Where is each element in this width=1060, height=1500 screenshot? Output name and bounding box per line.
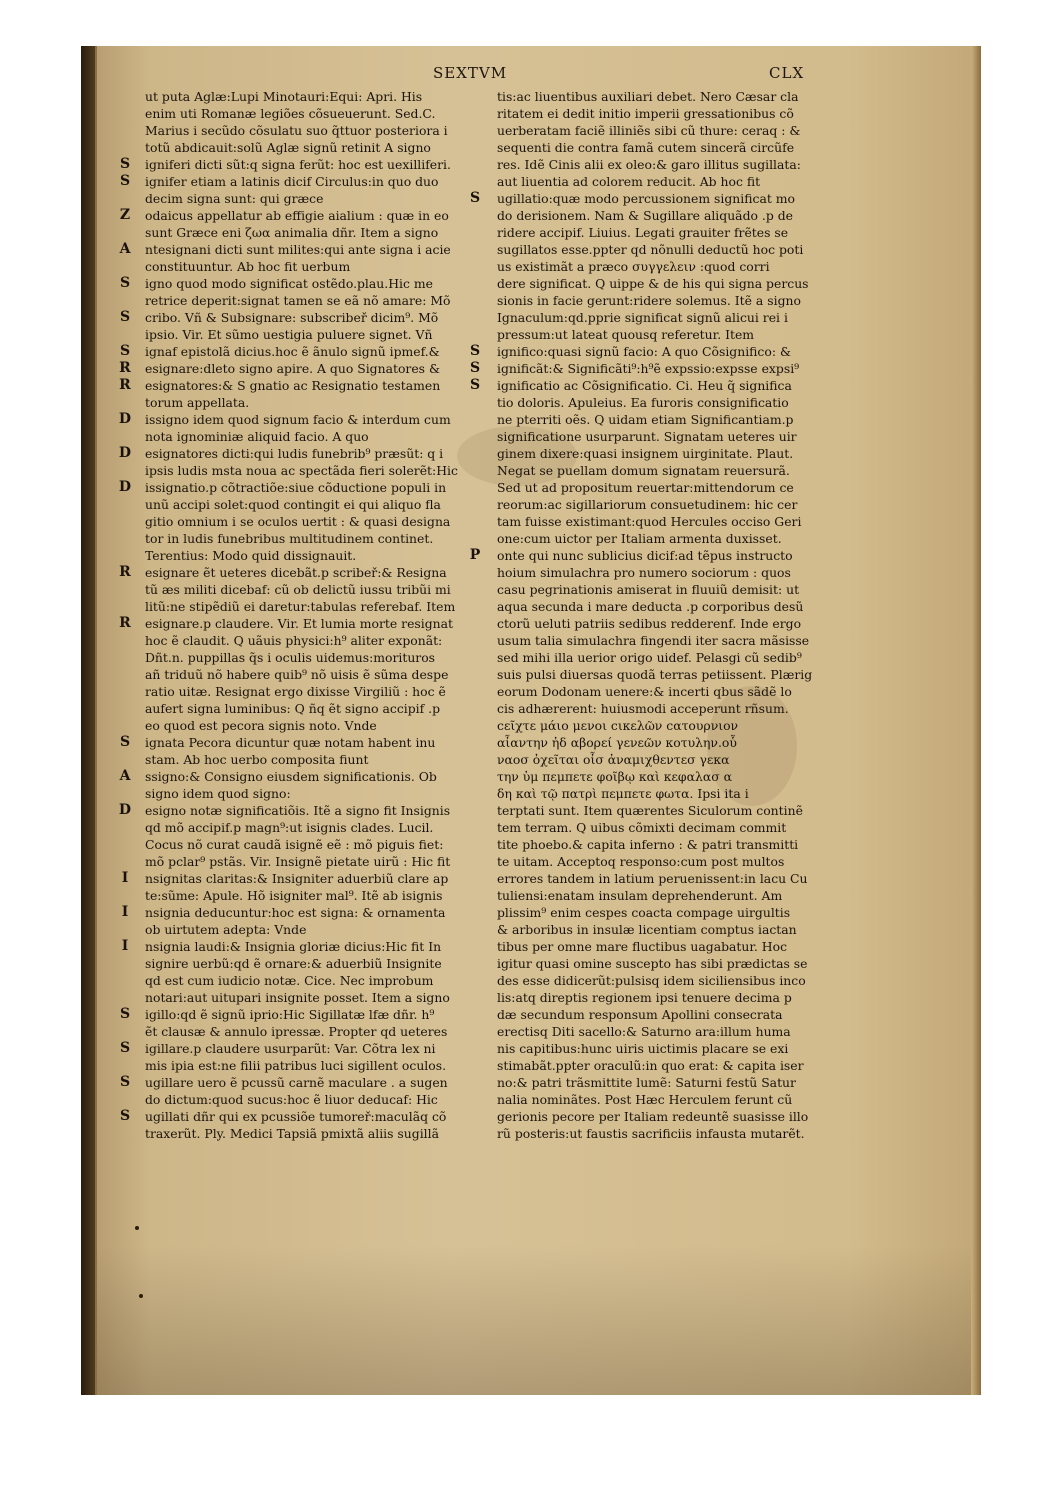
text-line xyxy=(109,105,481,122)
line-text: ignata Pecora dicuntur quæ notam habent inu xyxy=(145,735,436,750)
line-text: tibus per omne mare fluctibus uagabatur. Hoc xyxy=(497,939,788,954)
text-line xyxy=(491,972,871,989)
marginal-initial: R xyxy=(119,615,131,631)
line-text: dæ secundum responsum Apollini consecrata xyxy=(497,1007,783,1022)
text-line xyxy=(491,275,871,292)
text-line xyxy=(491,632,871,649)
line-text: do derisionem. Nam & Sugillare aliquãdo .p de xyxy=(497,208,793,223)
text-line xyxy=(109,615,481,632)
text-line xyxy=(109,309,481,326)
text-line xyxy=(109,411,481,428)
marginal-initial: S xyxy=(119,1006,131,1022)
text-line xyxy=(109,887,481,904)
line-text: cribo. Vñ & Subsignare: subscribeř dicim⁹. Mõ xyxy=(145,310,439,325)
text-line xyxy=(491,581,871,598)
marginal-initial: D xyxy=(118,802,132,818)
line-text: Sed ut ad propositum reuertar:mittendorum ce xyxy=(497,480,794,495)
text-line xyxy=(109,513,481,530)
folio-number: CLX xyxy=(769,64,805,82)
text-line xyxy=(109,666,481,683)
line-text: suis pulsi diuersas quodã terras petiissent. Plærig xyxy=(497,667,813,682)
line-text: αἶαντην ἠδ αβορεί γενεῶν κοτυλην.οὗ xyxy=(497,735,737,750)
text-line xyxy=(491,496,871,513)
line-text: tor in ludis funebribus multitudinem continet. xyxy=(145,531,434,546)
line-text: ratio uitæ. Resignat ergo dixisse Virgiliũ : hoc ẽ xyxy=(145,684,446,699)
text-line xyxy=(469,343,871,360)
text-line xyxy=(491,445,871,462)
text-line xyxy=(491,836,871,853)
line-text: ridere accipif. Liuius. Legati grauiter frẽtes se xyxy=(497,225,789,240)
line-text: tite phoebo.& capita inferno : & patri transmitti xyxy=(497,837,799,852)
text-line xyxy=(491,105,871,122)
line-text: des esse didicerũt:pulsisq idem siciliensibus inco xyxy=(497,973,806,988)
text-line xyxy=(109,1057,481,1074)
marginal-initial: S xyxy=(469,377,481,393)
page xyxy=(95,46,981,1395)
marginal-initial: D xyxy=(118,479,132,495)
marginal-initial: S xyxy=(119,734,131,750)
text-line xyxy=(109,785,481,802)
text-line xyxy=(491,564,871,581)
line-text: igillare.p claudere usurparũt: Var. Cõtra lex ni xyxy=(145,1041,436,1056)
line-text: signo idem quod signo: xyxy=(145,786,291,801)
line-text: nsignia laudi:& Insignia gloriæ dicius:Hic fit In xyxy=(145,939,442,954)
line-text: nalia nominãtes. Post Hæc Herculem ferunt cũ xyxy=(497,1092,793,1107)
line-text: ignificatio ac Cõsignificatio. Ci. Heu q̃ significa xyxy=(497,378,792,393)
text-line xyxy=(491,870,871,887)
text-line xyxy=(491,802,871,819)
text-line xyxy=(491,768,871,785)
text-line xyxy=(491,513,871,530)
marginal-initial: D xyxy=(118,445,132,461)
line-text: nsignitas claritas:& Insigniter aduerbiũ clare ap xyxy=(145,871,449,886)
line-text: usum talia simulachra fingendi iter sacra mãsisse xyxy=(497,633,810,648)
text-line xyxy=(491,1023,871,1040)
text-line xyxy=(491,904,871,921)
line-text: issignatio.p cõtractiõe:siue cõductione populi in xyxy=(145,480,447,495)
text-line xyxy=(491,615,871,632)
left-column xyxy=(109,88,481,1142)
text-line xyxy=(109,275,481,292)
marginal-initial: S xyxy=(119,1040,131,1056)
marginal-initial: S xyxy=(119,275,131,291)
text-line xyxy=(109,1108,481,1125)
text-line xyxy=(109,547,481,564)
line-text: mõ pclar⁹ pstãs. Vir. Insignẽ pietate uirũ : Hic fit xyxy=(145,854,451,869)
page-shadow xyxy=(97,1245,981,1395)
marginal-initial: R xyxy=(119,360,131,376)
line-text: sequenti die contra famã cutem sincerã circũfe xyxy=(497,140,795,155)
line-text: stam. Ab hoc uerbo composita fiunt xyxy=(145,752,369,767)
line-text: litũ:ne stipẽdiũ ei daretur:tabulas referebaf. Item xyxy=(145,599,456,614)
line-text: tio doloris. Apuleius. Ea furoris consignificatio xyxy=(497,395,789,410)
line-text: us existimãt a præco συγγελειν :quod corri xyxy=(497,259,770,274)
marginal-initial: S xyxy=(119,309,131,325)
text-line xyxy=(491,785,871,802)
line-text: Negat se puellam domum signatam reuersurã. xyxy=(497,463,790,478)
line-text: te uitam. Acceptoq responso:cum post multos xyxy=(497,854,785,869)
line-text: pressum:ut lateat quousq referetur. Item xyxy=(497,327,755,342)
line-text: one:cum uictor per Italiam armenta duxisset. xyxy=(497,531,782,546)
text-line xyxy=(491,853,871,870)
text-line xyxy=(109,394,481,411)
text-line xyxy=(491,530,871,547)
line-text: την ὑμ πεμπετε φοῖβῳ καὶ κεφαλασ α xyxy=(497,769,732,784)
line-text: terptati sunt. Item quærentes Siculorum continẽ xyxy=(497,803,803,818)
text-line xyxy=(109,700,481,717)
marginal-initial: R xyxy=(119,564,131,580)
line-text: nota ignominiæ aliquid facio. A quo xyxy=(145,429,369,444)
line-text: tam fuisse existimant:quod Hercules occiso Geri xyxy=(497,514,802,529)
text-line xyxy=(109,819,481,836)
text-line xyxy=(109,1023,481,1040)
text-line xyxy=(109,530,481,547)
text-line xyxy=(109,88,481,105)
line-text: Marius i secũdo cõsulatu suo q̃ttuor posteriora i xyxy=(145,123,448,138)
text-line xyxy=(109,377,481,394)
line-text: sunt Græce eni ζωα animalia dñr. Item a signo xyxy=(145,225,439,240)
text-line xyxy=(491,1040,871,1057)
line-text: tem terram. Q uibus cõmixti decimam commit xyxy=(497,820,787,835)
line-text: notari:aut uitupari insignite posset. Item a signo xyxy=(145,990,450,1005)
line-text: erectisq Diti sacello:& Saturno ara:illum huma xyxy=(497,1024,791,1039)
text-line xyxy=(109,496,481,513)
line-text: te:sũme: Apule. Hõ isigniter mal⁹. Itẽ ab isignis xyxy=(145,888,443,903)
line-text: rũ posteris:ut faustis sacrificiis infausta mutarẽt. xyxy=(497,1126,805,1141)
text-line xyxy=(109,921,481,938)
text-line xyxy=(491,173,871,190)
line-text: eo quod est pecora signis noto. Vnde xyxy=(145,718,377,733)
text-line xyxy=(109,853,481,870)
text-line xyxy=(109,989,481,1006)
line-text: reorum:ac sigillariorum consuetudinem: hic cer xyxy=(497,497,798,512)
text-line xyxy=(109,870,481,887)
line-text: ritatem ei dedit initio imperii gressationibus cõ xyxy=(497,106,794,121)
text-line xyxy=(109,139,481,156)
line-text: errores tandem in latium peruenissent:in lacu Cu xyxy=(497,871,808,886)
line-text: igniferi dicti sũt:q signa ferũt: hoc est uexilliferi. xyxy=(145,157,451,172)
line-text: traxerũt. Ply. Medici Tapsiã pmixtã aliis sugillã xyxy=(145,1126,439,1141)
text-line xyxy=(109,462,481,479)
text-line xyxy=(109,564,481,581)
text-line xyxy=(491,734,871,751)
marginal-initial: Z xyxy=(119,207,131,223)
text-line xyxy=(109,768,481,785)
line-text: tis:ac liuentibus auxiliari debet. Nero Cæsar cla xyxy=(497,89,799,104)
text-line xyxy=(491,1006,871,1023)
line-text: aqua secunda i mare deducta .p corporibus desũ xyxy=(497,599,804,614)
line-text: uerberatam faciẽ illiniẽs sibi cũ thure: ceraq : & xyxy=(497,123,801,138)
text-line xyxy=(109,326,481,343)
text-line xyxy=(491,122,871,139)
text-line xyxy=(109,190,481,207)
line-text: ugillati dñr qui ex pcussiõe tumoreř:maculãq cõ xyxy=(145,1109,447,1124)
text-line xyxy=(491,462,871,479)
marginal-initial: S xyxy=(119,156,131,172)
line-text: esignare ẽt ueteres dicebãt.p scribeř:& Resigna xyxy=(145,565,447,580)
text-line xyxy=(491,224,871,241)
text-line xyxy=(109,904,481,921)
text-line xyxy=(491,139,871,156)
text-line xyxy=(109,717,481,734)
right-column xyxy=(469,88,871,1142)
line-text: igno quod modo significat ostẽdo.plau.Hic me xyxy=(145,276,433,291)
line-text: ignaf epistolã dicius.hoc ẽ ãnulo signũ ipmef.& xyxy=(145,344,440,359)
line-text: ignifer etiam a latinis dicif Circulus:in quo duo xyxy=(145,174,439,189)
text-line xyxy=(109,258,481,275)
line-text: sugillatos esse.ppter qd nõnulli deductũ hoc poti xyxy=(497,242,804,257)
text-line xyxy=(491,1125,871,1142)
marginal-initial: S xyxy=(119,1074,131,1090)
text-line xyxy=(491,1074,871,1091)
text-line xyxy=(109,802,481,819)
text-line xyxy=(109,445,481,462)
running-head: SEXTVM xyxy=(433,64,508,82)
text-line xyxy=(109,173,481,190)
line-text: ctorũ ueluti patriis sedibus redderenf. Inde ergo xyxy=(497,616,802,631)
line-text: ναοσ ὀχεῖται οἷσ ἀναμιχθεντεσ γεκα xyxy=(497,752,730,767)
line-text: δη καὶ τῷ πατρὶ πεμπετε φωτα. Ipsi ita i xyxy=(497,786,749,801)
text-line xyxy=(109,649,481,666)
line-text: eorum Dodonam uenere:& incerti qbus sãdẽ lo xyxy=(497,684,792,699)
text-line xyxy=(491,479,871,496)
text-line xyxy=(109,938,481,955)
text-line xyxy=(469,190,871,207)
line-text: sed mihi illa uerior origo uidef. Pelasgi cũ sedib⁹ xyxy=(497,650,802,665)
text-line xyxy=(469,377,871,394)
page-edge xyxy=(971,46,981,1395)
text-line xyxy=(491,258,871,275)
line-text: ẽt clausæ & annulo ipressæ. Propter qd ueteres xyxy=(145,1024,448,1039)
text-line xyxy=(109,479,481,496)
marginal-initial: S xyxy=(469,360,481,376)
line-text: res. Idẽ Cinis alii ex oleo:& garo illitus sugillata: xyxy=(497,157,801,172)
text-line xyxy=(491,88,871,105)
line-text: decim signa sunt: qui græce xyxy=(145,191,324,206)
text-line xyxy=(109,343,481,360)
text-line xyxy=(109,751,481,768)
line-text: esignatores:& S gnatio ac Resignatio testamen xyxy=(145,378,441,393)
text-line xyxy=(109,683,481,700)
text-line xyxy=(491,1091,871,1108)
line-text: esignatores dicti:qui ludis funebrib⁹ præsũt: q i xyxy=(145,446,444,461)
text-line xyxy=(109,156,481,173)
text-line xyxy=(491,649,871,666)
marginal-initial: S xyxy=(119,343,131,359)
line-text: nsignia deducuntur:hoc est signa: & ornamenta xyxy=(145,905,446,920)
text-line xyxy=(491,921,871,938)
text-line xyxy=(109,581,481,598)
line-text: hoc ẽ claudit. Q uãuis physici:h⁹ aliter exponãt: xyxy=(145,633,443,648)
marginal-initial: I xyxy=(121,938,129,954)
line-text: ϲεῖχτε μάιο μενοι ϲικελῶν ϲατουρνιον xyxy=(497,718,739,733)
line-text: no:& patri trãsmittite lumẽ: Saturni festũ Satur xyxy=(497,1075,796,1090)
text-line xyxy=(469,547,871,564)
marginal-initial: S xyxy=(119,1108,131,1124)
text-line xyxy=(109,1040,481,1057)
line-text: gitio omnium i se oculos uertit : & quasi designa xyxy=(145,514,451,529)
text-line xyxy=(491,241,871,258)
marginal-initial: R xyxy=(119,377,131,393)
text-line xyxy=(109,292,481,309)
text-line xyxy=(491,938,871,955)
line-text: nis capitibus:hunc uiris uictimis placare se exi xyxy=(497,1041,789,1056)
text-line xyxy=(491,1108,871,1125)
marginal-initial: S xyxy=(469,343,481,359)
line-text: gerionis pecore per Italiam redeuntẽ suasisse illo xyxy=(497,1109,809,1124)
line-text: ntesignani dicti sunt milites:qui ante signa i acie xyxy=(145,242,451,257)
line-text: ob uirtutem adepta: Vnde xyxy=(145,922,307,937)
marginal-initial: P xyxy=(469,547,481,563)
text-line xyxy=(491,309,871,326)
line-text: tuliensi:enatam insulam deprehenderunt. Am xyxy=(497,888,783,903)
text-line xyxy=(109,1006,481,1023)
line-text: ipsis ludis msta noua ac spectãda fieri solerẽt:Hic xyxy=(145,463,458,478)
marginal-initial: A xyxy=(119,768,131,784)
line-text: do dictum:quod sucus:hoc ẽ liuor deducaf: Hic xyxy=(145,1092,438,1107)
text-line xyxy=(491,394,871,411)
text-line xyxy=(491,666,871,683)
line-text: igillo:qd ẽ signũ iprio:Hic Sigillatæ lfæ dñr. h⁹ xyxy=(145,1007,435,1022)
text-line xyxy=(109,598,481,615)
line-text: enim uti Romanæ legiões cõsueuerunt. Sed.C. xyxy=(145,106,436,121)
text-line xyxy=(491,1057,871,1074)
text-line xyxy=(491,887,871,904)
line-text: aufert signa luminibus: Q ñq ẽt signo accipif .p xyxy=(145,701,441,716)
text-line xyxy=(491,683,871,700)
line-text: significatione usurparunt. Signatam ueteres uir xyxy=(497,429,797,444)
text-line xyxy=(491,989,871,1006)
text-line xyxy=(109,734,481,751)
marginal-initial: I xyxy=(121,904,129,920)
text-line xyxy=(109,836,481,853)
line-text: mis ipia est:ne filii patribus luci sigillent oculos. xyxy=(145,1058,447,1073)
text-line xyxy=(109,1091,481,1108)
marginal-initial: A xyxy=(119,241,131,257)
line-text: issigno idem quod signum facio & interdum cum xyxy=(145,412,451,427)
line-text: ugillatio:quæ modo percussionem significat mo xyxy=(497,191,795,206)
line-text: ut puta Aglæ:Lupi Minotauri:Equi: Apri. His xyxy=(145,89,423,104)
marginal-initial: S xyxy=(119,173,131,189)
line-text: ipsio. Vir. Et sũmo uestigia puluere signet. Vñ xyxy=(145,327,433,342)
text-line xyxy=(109,224,481,241)
line-text: qd est cum iudicio notæ. Cice. Nec improbum xyxy=(145,973,434,988)
line-text: Ignaculum:qd.pprie significat signũ alicui rei i xyxy=(497,310,788,325)
text-line xyxy=(109,972,481,989)
text-line xyxy=(109,122,481,139)
text-line xyxy=(109,632,481,649)
line-text: igitur quasi omine suscepto has sibi prædictas se xyxy=(497,956,808,971)
line-text: esignare:dleto signo apire. A quo Signatores & xyxy=(145,361,441,376)
line-text: lis:atq direptis regionem ipsi tenuere decima p xyxy=(497,990,792,1005)
line-text: esigno notæ significatiõis. Itẽ a signo fit Insignis xyxy=(145,803,451,818)
line-text: totũ abdicauit:solũ Aglæ signũ retinit A signo xyxy=(145,140,431,155)
marginal-initial: D xyxy=(118,411,132,427)
text-line xyxy=(491,411,871,428)
text-line xyxy=(491,598,871,615)
text-line xyxy=(491,819,871,836)
line-text: ignificãt:& Significãti⁹:h⁹ẽ expssio:expsse expsi⁹ xyxy=(497,361,800,376)
line-text: & arboribus in insulæ licentiam comptus iactan xyxy=(497,922,797,937)
text-line xyxy=(109,207,481,224)
text-line xyxy=(491,751,871,768)
line-text: torum appellata. xyxy=(145,395,250,410)
line-text: odaicus appellatur ab effigie aialium : quæ in eo xyxy=(145,208,449,223)
marginal-initial: I xyxy=(121,870,129,886)
line-text: signire uerbũ:qd ẽ ornare:& aduerbiũ Insignite xyxy=(145,956,442,971)
text-line xyxy=(491,326,871,343)
line-text: Dñt.n. puppillas q̃s i oculis uidemus:morituros xyxy=(145,650,436,665)
line-text: unũ accipi solet:quod contingit ei qui aliquo fla xyxy=(145,497,441,512)
line-text: constituuntur. Ab hoc fit uerbum xyxy=(145,259,351,274)
text-line xyxy=(491,700,871,717)
line-text: tũ æs militi dicebaf: cũ ob delictũ iussu tribũi mi xyxy=(145,582,451,597)
text-line xyxy=(491,717,871,734)
scanned-page-frame xyxy=(81,46,979,1395)
text-line xyxy=(491,292,871,309)
marginal-initial: S xyxy=(469,190,481,206)
text-line xyxy=(491,156,871,173)
line-text: Cocus nõ curat caudã isignẽ eẽ : mõ piguis fiet: xyxy=(145,837,444,852)
line-text: plissim⁹ enim cespes coacta compage uirgultis xyxy=(497,905,791,920)
line-text: ignifico:quasi signũ facio: A quo Cõsignifico: & xyxy=(497,344,791,359)
line-text: onte qui nunc sublicius dicif:ad tẽpus instructo xyxy=(497,548,793,563)
text-line xyxy=(469,360,871,377)
line-text: aut liuentia ad colorem reducit. Ab hoc fit xyxy=(497,174,761,189)
line-text: dere significat. Q uippe & de his qui signa percus xyxy=(497,276,809,291)
line-text: qd mõ accipif.p magn⁹:ut isignis clades. Lucil. xyxy=(145,820,434,835)
line-text: ssigno:& Consigno eiusdem significationis. Ob xyxy=(145,769,437,784)
line-text: sionis in facie gerunt:ridere solemus. Itẽ a signo xyxy=(497,293,801,308)
text-line xyxy=(109,428,481,445)
line-text: hoium simulachra pro numero sociorum : quos xyxy=(497,565,791,580)
line-text: cis adhærerent: huiusmodi acceperunt rñsum. xyxy=(497,701,789,716)
text-line xyxy=(109,241,481,258)
text-line xyxy=(109,955,481,972)
line-text: ginem dixere:quasi insignem uirginitate. Plaut. xyxy=(497,446,794,461)
line-text: stimabãt.ppter oraculũ:in quo erat: & capita iser xyxy=(497,1058,804,1073)
text-line xyxy=(491,428,871,445)
line-text: ugillare uero ẽ pcussũ carnẽ maculare . a sugen xyxy=(145,1075,448,1090)
line-text: Terentius: Modo quid dissignauit. xyxy=(145,548,357,563)
text-line xyxy=(491,955,871,972)
ink-dot xyxy=(135,1226,139,1230)
line-text: añ triduũ nõ habere quib⁹ nõ uisis ẽ sũma despe xyxy=(145,667,449,682)
line-text: retrice deperit:signat tamen se eã nõ amare: Mõ xyxy=(145,293,451,308)
line-text: casu pegrinationis amiserat in fluuiũ demisit: ut xyxy=(497,582,800,597)
line-text: ne pterriti oẽs. Q uidam etiam Significantiam.p xyxy=(497,412,794,427)
text-line xyxy=(491,207,871,224)
text-line xyxy=(109,360,481,377)
line-text: esignare.p claudere. Vir. Et lumia morte resignat xyxy=(145,616,453,631)
text-line xyxy=(109,1125,481,1142)
text-line xyxy=(109,1074,481,1091)
